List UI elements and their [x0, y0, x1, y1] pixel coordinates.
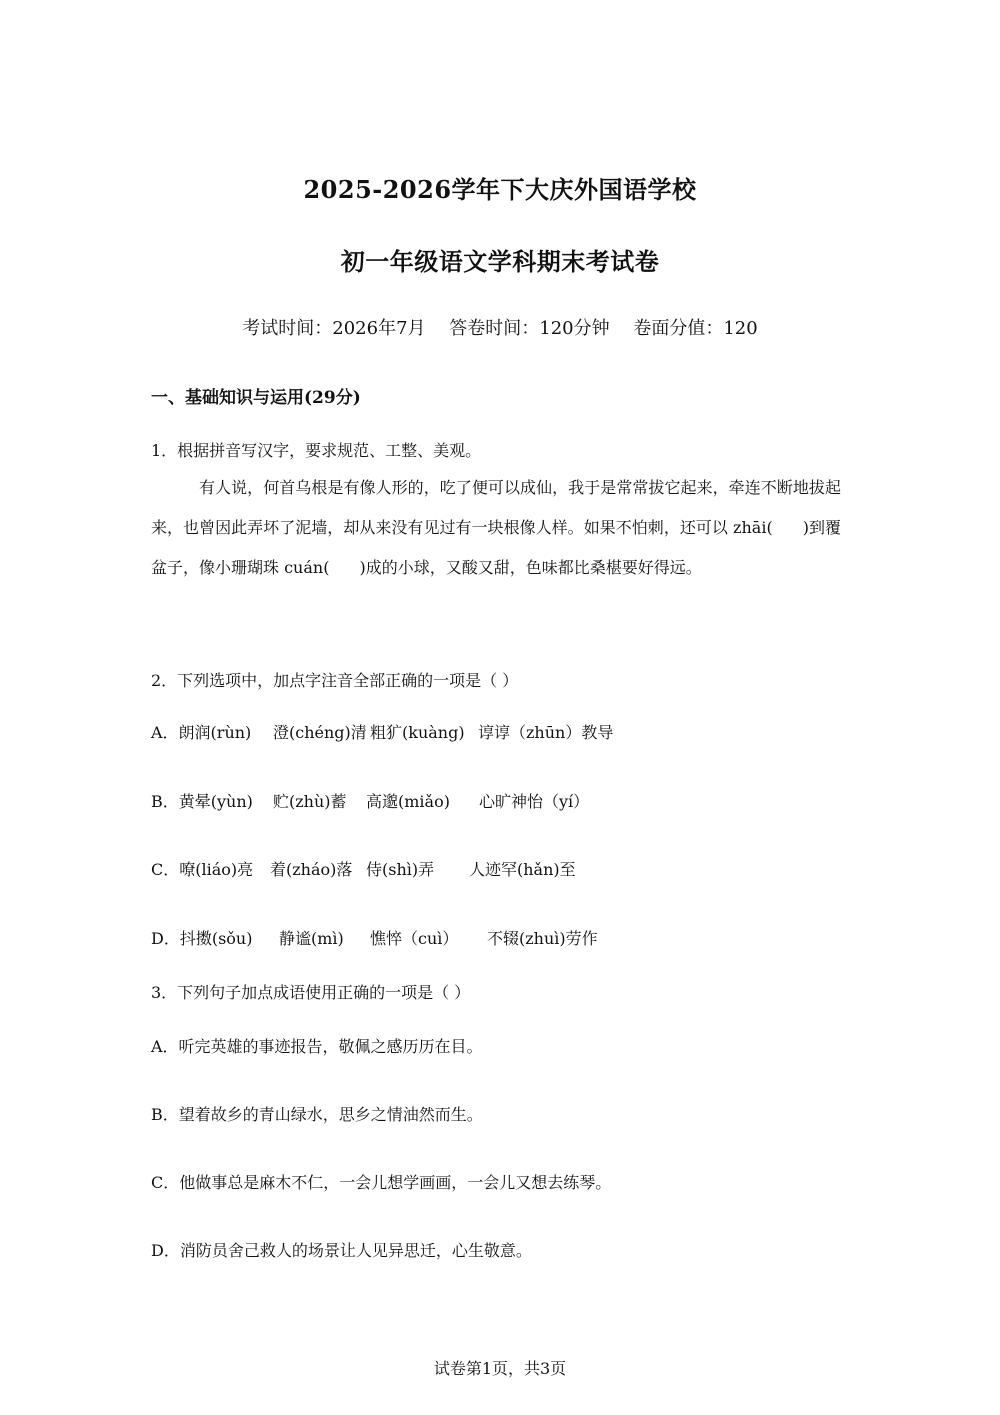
question-3-option-a[interactable]: A．听完英雄的事迹报告，敬佩之感历历在目。	[151, 1037, 483, 1056]
question-3-option-c[interactable]: C．他做事总是麻木不仁，一会儿想学画画，一会儿又想去练琴。	[151, 1173, 612, 1192]
option-d-item-4: 不辍(zhuì)劳作	[487, 929, 598, 948]
question-3-stem: 3．下列句子加点成语使用正确的一项是（ ）	[151, 983, 471, 1002]
question-3-option-d[interactable]: D．消防员舍己救人的场景让人见异思迁，心生敬意。	[151, 1241, 532, 1260]
section-heading: 一、基础知识与运用(29分)	[151, 388, 361, 408]
question-3-option-b[interactable]: B．望着故乡的青山绿水，思乡之情油然而生。	[151, 1105, 483, 1124]
option-b-item-1: B．黄晕(yùn)	[151, 792, 253, 811]
option-a-item-3: 粗犷(kuàng)	[370, 723, 465, 742]
option-d-item-2: 静谧(mì)	[279, 929, 344, 948]
option-c-item-2: 着(zháo)落	[270, 860, 353, 879]
answer-time: 答卷时间：120分钟	[449, 318, 610, 339]
question-2-option-d[interactable]	[151, 926, 598, 949]
option-c-item-1: C．嘹(liáo)亮	[151, 860, 254, 879]
passage-text-3: )成的小球，又酸又甜，色味都比桑椹要好得远。	[359, 558, 702, 577]
question-2-option-a[interactable]	[151, 720, 613, 743]
question-1-passage	[151, 468, 841, 588]
passage-text-2: )到覆盆子，像小珊瑚珠 cuán(	[151, 518, 841, 577]
exam-title-line2: 初一年级语文学科期末考试卷	[340, 247, 660, 276]
option-a-item-4: 谆谆（zhūn）教导	[478, 723, 614, 742]
exam-title-line1: 2025-2026学年下大庆外国语学校	[303, 175, 697, 204]
question-1-stem: 1．根据拼音写汉字，要求规范、工整、美观。	[151, 441, 482, 460]
exam-time: 考试时间：2026年7月	[242, 318, 426, 339]
option-b-item-2: 贮(zhù)蓄	[273, 792, 347, 811]
option-c-item-4: 人迹罕(hǎn)至	[469, 860, 576, 879]
exam-meta	[0, 314, 1000, 340]
option-c-item-3: 侍(shì)弄	[366, 860, 435, 879]
page-footer: 试卷第1页，共3页	[433, 1359, 567, 1378]
option-b-item-4: 心旷神怡（yí）	[479, 792, 590, 811]
total-score: 卷面分值：120	[633, 318, 758, 339]
option-d-item-3: 憔悴（cuì）	[370, 929, 459, 948]
option-a-item-1: A．朗润(rùn)	[151, 723, 252, 742]
passage-text-1: 有人说，何首乌根是有像人形的，吃了便可以成仙，我于是常常拔它起来，牵连不断地拔起来，也曾因此弄坏了泥墙，却从来没有见过有一块根像人样。如果不怕刺，还可以 zhāi(	[151, 478, 841, 537]
question-2-stem: 2．下列选项中，加点字注音全部正确的一项是（ ）	[151, 671, 519, 690]
question-2-option-b[interactable]	[151, 789, 589, 812]
question-2-option-c[interactable]	[151, 857, 576, 880]
option-a-item-2: 澄(chéng)清	[273, 723, 367, 742]
option-d-item-1: D．抖擞(sǒu)	[151, 929, 253, 948]
option-b-item-3: 高邈(miǎo)	[366, 792, 450, 811]
